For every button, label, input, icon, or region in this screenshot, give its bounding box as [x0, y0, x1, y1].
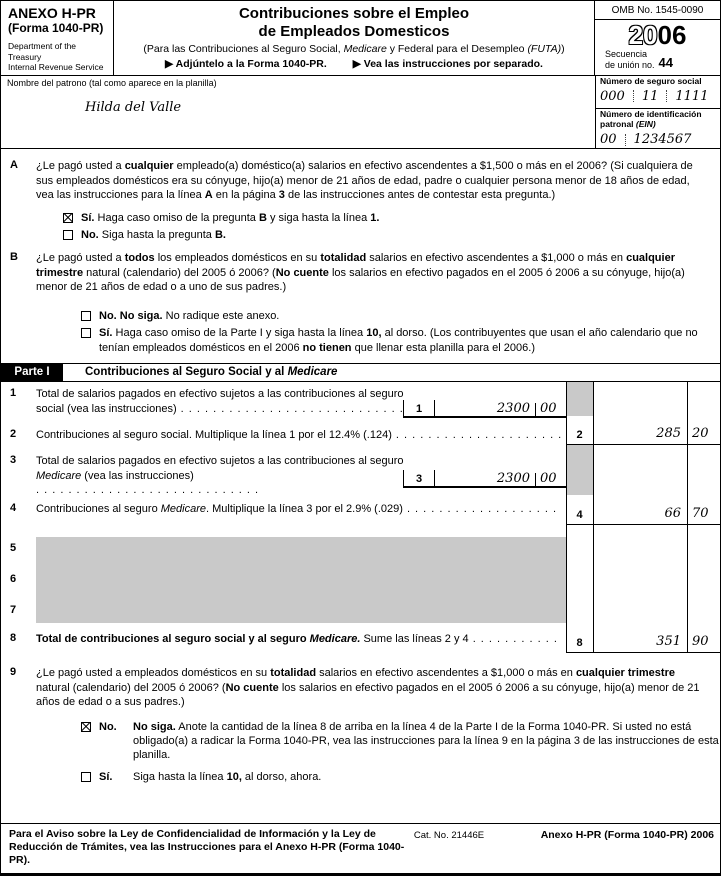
line-8-label: Total de contribuciones al seguro social y al seguro Medicare. Sume las líneas 2 y 4: [36, 633, 469, 646]
form-title-line1: Contribuciones sobre el Empleo: [238, 5, 470, 22]
see-instruction-text: Vea las instrucciones por separado.: [363, 58, 543, 70]
form-header: [1, 1, 720, 76]
arrow-right-icon: ▶: [165, 58, 174, 70]
line-5-number: 5: [10, 542, 17, 555]
sequence-label-line1: Secuencia: [605, 49, 648, 59]
line-3-entry-number: 3: [415, 473, 423, 486]
privacy-notice-line2: Reducción de Trámites, vea las Instrucciones para el Anexo H-PR (Forma 1040-PR).: [9, 840, 405, 866]
form-reference: (Forma 1040-PR): [8, 21, 104, 36]
header-center: [113, 1, 595, 75]
checkbox-b-no[interactable]: [81, 311, 91, 321]
catalog-number: Cat. No. 21446E: [413, 829, 485, 841]
option-a-no: [63, 228, 720, 242]
line-1-amount-field[interactable]: 2300: [496, 401, 530, 417]
footer-form-id: Anexo H-PR (Forma 1040-PR) 2006: [540, 828, 714, 841]
dot-leader: [36, 484, 259, 496]
table-divider: [566, 652, 721, 653]
privacy-notice-line1: Para el Aviso sobre la Ley de Confidencialidad de Información y la Ley de: [9, 827, 376, 840]
ein-field[interactable]: [600, 132, 716, 147]
line-8-amount: 351: [656, 634, 681, 650]
line-8-amount-field[interactable]: [593, 524, 687, 652]
option-a-no-label: No. Siga hasta la pregunta B.: [81, 228, 226, 241]
option-9-no-description: No siga. Anote la cantidad de la línea 8 de arriba en la línea 4 de la Parte I de la Forma 1040-PR. Si usted no está obligado(a) a radicar la Forma 1040-PR, vea las instrucciones para la línea 9 en la página 3 de las instrucciones de esta planilla.: [133, 720, 719, 762]
line-1-entry-box: [403, 388, 566, 418]
line-8-number: 8: [10, 632, 17, 645]
line-1-text: [36, 387, 404, 416]
line-4-row: [1, 502, 561, 516]
ein-part1: 00: [600, 132, 617, 147]
dot-leader: [403, 503, 561, 515]
form-title-line2: de Empleados Domesticos: [258, 23, 450, 40]
sequence-label: [605, 49, 655, 72]
option-a-yes-label: Sí. Haga caso omiso de la pregunta B y siga hasta la línea 1.: [81, 211, 380, 224]
line-4-number: 4: [10, 502, 17, 515]
line-7-number: 7: [10, 604, 17, 617]
agency-line2: Internal Revenue Service: [8, 61, 104, 72]
line-3-cents-field[interactable]: 00: [540, 471, 557, 487]
line-1-label: Total de salarios pagados en efectivo sujetos a las contribuciones al seguro social (vea las instrucciones): [36, 388, 404, 415]
header-right: [595, 1, 720, 75]
option-b-yes: [81, 326, 720, 355]
line-2-cents: 20: [692, 426, 709, 442]
line-2-text: [36, 428, 561, 442]
line-2-amount: 285: [656, 426, 681, 442]
tax-year-prefix: 20: [628, 20, 658, 50]
line-2-row: [1, 428, 561, 442]
option-b-no-label: No. No siga. No radique este anexo.: [99, 309, 280, 322]
line-1-number: 1: [10, 387, 17, 400]
option-b-yes-label: Sí. Haga caso omiso de la Parte I y siga hasta la línea 10, al dorso. (Los contribuyentes que usan el año calendario que no tenían empleados domésticos en el 2006 no tienen que llenar esta planilla para el 2006.): [99, 327, 698, 354]
checkbox-b-yes[interactable]: [81, 328, 91, 338]
line-1-cents-field[interactable]: 00: [540, 401, 557, 417]
line-4-text: [36, 502, 561, 516]
question-b-text-row: [1, 251, 720, 295]
checkbox-9-no[interactable]: [81, 722, 91, 732]
shaded-cell: [567, 445, 593, 495]
question-9: [1, 666, 720, 784]
part1-header: [1, 363, 720, 382]
employer-name-block: [1, 76, 595, 148]
agency-name: [8, 41, 109, 72]
sequence-value: 44: [658, 55, 674, 71]
option-b-no: [81, 309, 720, 324]
employer-name-field[interactable]: Hilda del Valle: [85, 100, 182, 115]
part1-title: Contribuciones al Seguro Social y al Medicare: [85, 366, 338, 379]
ssn-label: Número de seguro social: [600, 76, 702, 86]
question-b-text: ¿Le pagó usted a todos los empleados domésticos en su totalidad salarios en efectivo ascendentes a $1,000 o más en cualquier trimestre natural (calendario) del 2005 ó 2006? (No cuente los salarios en efectivo pagados en el 2005 ó 2006 a su cónyuge, hijo(a) menor de 21 años de edad o a uno de sus padres.): [36, 252, 685, 294]
sequence-number: [595, 48, 720, 75]
line-4-cents: 70: [692, 506, 709, 522]
line-3-label: Total de salarios pagados en efectivo sujetos a las contribuciones al seguro Medicare (vea las instrucciones): [36, 455, 404, 482]
ssn-separator: [633, 90, 634, 102]
sequence-label-line2: de unión no.: [605, 60, 655, 71]
ein-separator: [625, 134, 626, 146]
employer-name-label: Nombre del patrono (tal como aparece en la planilla): [7, 78, 217, 88]
ssn-part2: 11: [641, 88, 659, 104]
line-6-number: 6: [10, 573, 17, 586]
option-9-yes-description: Siga hasta la línea 10, al dorso, ahora.: [133, 770, 322, 783]
dot-leader: [177, 403, 404, 415]
part1-table: [1, 382, 720, 653]
ein-part2: 1234567: [633, 132, 692, 147]
line-4-amount-field[interactable]: [593, 444, 687, 524]
line-2-label: Contribuciones al seguro social. Multiplique la línea 1 por el 12.4% (.124): [36, 429, 392, 442]
shaded-cell: [567, 382, 593, 416]
question-9-text: ¿Le pagó usted a empleados domésticos en su totalidad salarios en efectivo ascendentes a $1,000 o más en cualquier trimestre natural (calendario) del 2005 ó 2006? (No cuente los salarios en efectivo pagados en el 2005 ó 2006 a su cónyuge, hijo(a) menor de 21 años de edad o a sus padres.): [36, 667, 700, 709]
line-8-cents: 90: [692, 634, 709, 650]
question-a-text-row: [1, 159, 720, 203]
attach-instruction: [165, 58, 327, 70]
agency-line1: Department of the Treasury: [8, 41, 77, 62]
ein-block: [596, 109, 720, 148]
ssn-part3: 1111: [675, 88, 709, 104]
tax-year: [595, 20, 720, 48]
header-instructions: [114, 58, 594, 70]
line-8-cell-number: 8: [576, 637, 583, 650]
question-a-options: [63, 211, 720, 243]
option-9-yes: [81, 770, 720, 784]
question-b: [1, 251, 720, 355]
ssn-field[interactable]: [600, 89, 716, 104]
line-2-amount-field[interactable]: [593, 382, 687, 444]
question-a-text: ¿Le pagó usted a cualquier empleado(a) doméstico(a) salarios en efectivo ascendentes a $1,500 o más en el 2006? (Si cualquiera de sus empleados domésticos era su cónyuge, hijo(a) menor de 21 años de edad, padre o cualquier persona menor de 18 años de edad, vea las instrucciones para la línea A en la página 3 de las instrucciones antes de contestar esta pregunta.): [36, 160, 693, 202]
line-3-entry-box: [403, 458, 566, 488]
line-4-label: Contribuciones al seguro Medicare. Multiplique la línea 3 por el 2.9% (.029): [36, 503, 403, 516]
ein-label-line1: Número de identificación: [600, 109, 702, 120]
identity-numbers: [595, 76, 720, 148]
ssn-separator: [666, 90, 667, 102]
question-a: [1, 159, 720, 242]
line-3-amount-field[interactable]: 2300: [496, 471, 530, 487]
line-3-text: [36, 454, 404, 497]
line-2-cents-field[interactable]: [687, 382, 721, 444]
header-left: [1, 1, 113, 75]
schedule-name: ANEXO H-PR: [8, 5, 96, 21]
attach-instruction-text: Adjúntelo a la Forma 1040-PR.: [175, 58, 327, 70]
part1-badge: Parte I: [1, 364, 63, 381]
option-9-no: [81, 720, 720, 763]
option-9-no-lead: No.: [99, 720, 117, 733]
question-b-options: [81, 309, 720, 356]
see-instruction: [353, 58, 543, 70]
line-4-cents-field[interactable]: [687, 444, 721, 524]
checkbox-9-yes[interactable]: [81, 772, 91, 782]
line-2-number: 2: [10, 428, 17, 441]
line-4-cell-number: 4: [576, 509, 583, 522]
question-9-number: 9: [10, 666, 17, 679]
line-3-number: 3: [10, 454, 17, 467]
reserved-band-lines-5-7: [36, 537, 566, 623]
dot-leader: [469, 633, 561, 645]
line-1-entry-number: 1: [415, 403, 423, 416]
dot-leader: [392, 429, 561, 441]
question-a-letter: A: [10, 159, 18, 171]
arrow-right-icon: ▶: [352, 58, 361, 70]
option-9-yes-lead: Sí.: [99, 770, 113, 783]
identity-row: [1, 76, 720, 149]
option-a-yes: [63, 211, 720, 225]
checkbox-a-no[interactable]: [63, 230, 73, 240]
question-9-text-row: [1, 666, 720, 710]
line-8-row: [1, 632, 561, 646]
omb-number: OMB No. 1545-0090: [595, 1, 720, 20]
tax-year-suffix: 06: [657, 20, 687, 50]
line-4-amount: 66: [664, 506, 681, 522]
ssn-part1: 000: [600, 88, 625, 104]
line-8-cents-field[interactable]: [687, 524, 721, 652]
question-b-letter: B: [10, 251, 18, 264]
ein-label-line2: patronal (EIN): [600, 119, 656, 130]
form-subtitle: (Para las Contribuciones al Seguro Social, Medicare y Federal para el Desempleo (FUTA)): [143, 43, 565, 55]
line-8-text: [36, 632, 561, 646]
checkbox-a-yes[interactable]: [63, 213, 73, 223]
privacy-notice: [9, 828, 414, 867]
ssn-block: [596, 76, 720, 109]
form-footer: [1, 823, 720, 873]
question-9-options: [81, 720, 720, 784]
line-2-cell-number: 2: [576, 429, 583, 442]
